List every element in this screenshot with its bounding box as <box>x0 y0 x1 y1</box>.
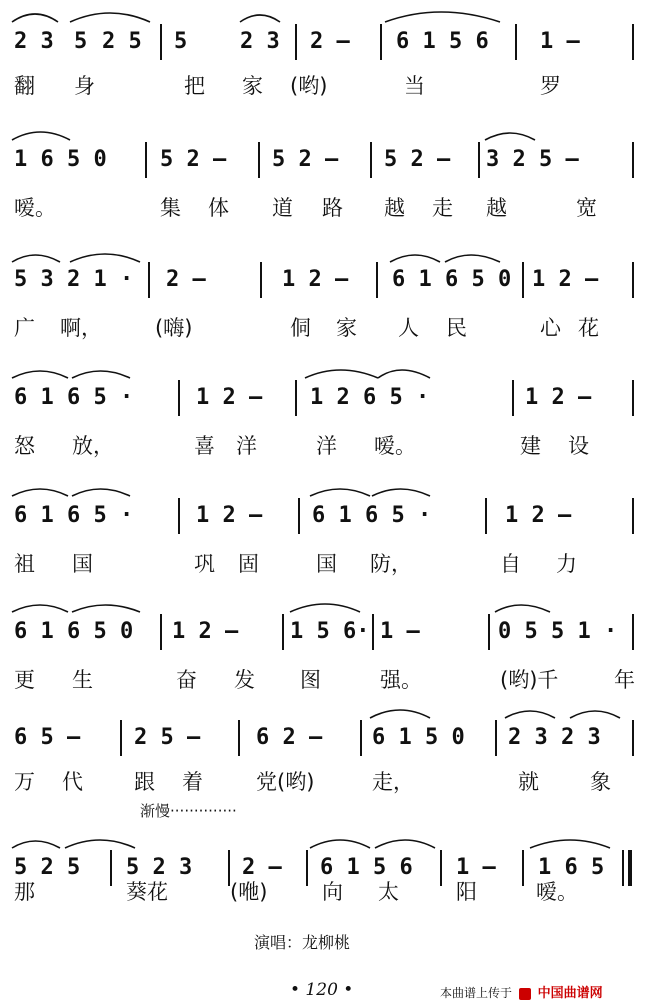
lyric: 嗳。 <box>536 880 578 904</box>
notes: 6 1 6 5 · <box>312 503 432 528</box>
barline <box>298 498 300 534</box>
notes: 2 – <box>310 29 350 54</box>
lyric: 着 <box>182 770 203 794</box>
lyric: 人 <box>398 316 419 340</box>
notes: 1 2 – <box>525 385 592 410</box>
lyric: 啊， <box>60 316 102 340</box>
notes: 2 – <box>166 267 206 292</box>
lyric: 象 <box>590 770 611 794</box>
barline <box>478 142 480 178</box>
notes: 2 3 <box>240 29 280 54</box>
lyric: 跟 <box>134 770 155 794</box>
lyric: 国 <box>72 552 93 576</box>
notes: 6 2 – <box>256 725 323 750</box>
lyric: 代 <box>62 770 83 794</box>
lyric: 翻 <box>14 74 35 98</box>
lyrics-line-4 <box>0 434 654 462</box>
lyric: 设 <box>568 434 589 458</box>
barline <box>376 262 378 298</box>
lyrics-line-7 <box>0 770 654 798</box>
lyric: 巩 <box>194 552 215 576</box>
notes: 1 6 5 <box>538 855 605 880</box>
lyric: 阳 <box>456 880 477 904</box>
lyric: 生 <box>72 668 93 692</box>
lyric: 走， <box>372 770 414 794</box>
lyric: 体 <box>208 196 229 220</box>
notes: 5 2 – <box>384 147 451 172</box>
lyric: 道 <box>272 196 293 220</box>
watermark-logo-icon <box>519 988 531 1000</box>
notes: 2 – <box>242 855 282 880</box>
lyric: 花 <box>578 316 599 340</box>
barline <box>632 720 634 756</box>
barline <box>178 498 180 534</box>
barline <box>370 142 372 178</box>
lyric: 宽 <box>576 196 597 220</box>
lyrics-line-6 <box>0 668 654 696</box>
notes: 5 2 – <box>272 147 339 172</box>
barline <box>238 720 240 756</box>
lyric: 就 <box>518 770 539 794</box>
lyric: 洋 <box>316 434 337 458</box>
barline <box>295 380 297 416</box>
barline <box>632 380 634 416</box>
watermark-site: 中国曲谱网 <box>537 986 603 1001</box>
lyric: 发 <box>234 668 255 692</box>
barline <box>632 498 634 534</box>
lyric: 防， <box>370 552 412 576</box>
notes: 1 – <box>380 619 420 644</box>
barline <box>360 720 362 756</box>
lyrics-line-8 <box>0 880 654 908</box>
notes: 1 5 6· <box>290 619 370 644</box>
lyric: 党(哟) <box>256 770 315 794</box>
lyrics-line-1 <box>0 74 654 102</box>
lyric: 强。 <box>380 668 422 692</box>
notes: 2 3 2 3 <box>508 725 601 750</box>
lyric: 万 <box>14 770 35 794</box>
lyric: 越 <box>486 196 507 220</box>
notes: 6 5 – <box>14 725 81 750</box>
barline <box>372 614 374 650</box>
notes: 5 2 3 <box>126 855 193 880</box>
barline <box>515 24 517 60</box>
notes: 6 1 5 6 <box>396 29 489 54</box>
lyric: 民 <box>446 316 467 340</box>
barline <box>145 142 147 178</box>
notes: 5 3 2 1 · <box>14 267 134 292</box>
notes: 5 2 – <box>160 147 227 172</box>
lyric: 家 <box>336 316 357 340</box>
barline <box>488 614 490 650</box>
barline <box>178 380 180 416</box>
notes: 1 – <box>456 855 496 880</box>
lyric: 家 <box>242 74 263 98</box>
lyric: 太 <box>378 880 399 904</box>
lyric: 路 <box>322 196 343 220</box>
lyric: 奋 <box>176 668 197 692</box>
lyric: (哟) <box>290 74 328 98</box>
notes: 6 1 6 5 · <box>14 503 134 528</box>
notes: 5 <box>74 29 88 54</box>
tempo-mark-text: 渐慢 <box>140 802 171 820</box>
tempo-mark <box>140 800 237 821</box>
lyric: 侗 <box>290 316 311 340</box>
barline <box>120 720 122 756</box>
notes: 6 1 5 6 <box>320 855 413 880</box>
lyric: 嗳。 <box>14 196 56 220</box>
notes: 2 3 <box>14 29 54 54</box>
lyric: (嗨) <box>155 316 193 340</box>
lyric: 图 <box>300 668 321 692</box>
lyric: 向 <box>322 880 343 904</box>
lyric: 更 <box>14 668 35 692</box>
barline <box>160 614 162 650</box>
barline <box>632 142 634 178</box>
notes: 0 5 5 1 · <box>498 619 618 644</box>
notes: 1 2 6 5 · <box>310 385 430 410</box>
tempo-dots: ·············· <box>170 802 237 820</box>
notes: 2 5 – <box>134 725 201 750</box>
notes: 1 6 5 0 <box>14 147 107 172</box>
lyric: 那 <box>14 880 35 904</box>
barline <box>258 142 260 178</box>
barline <box>632 614 634 650</box>
lyric: 放， <box>72 434 114 458</box>
page-number: • 120 • <box>290 980 354 1000</box>
barline <box>495 720 497 756</box>
lyric: 身 <box>74 74 95 98</box>
lyric: (哟)千 <box>500 668 559 692</box>
performer-credit: 演唱：龙柳桃 <box>254 933 351 952</box>
barline <box>632 24 634 60</box>
notes: 6 1 5 0 <box>372 725 465 750</box>
barline <box>632 262 634 298</box>
notes: 1 2 – <box>505 503 572 528</box>
barline <box>295 24 297 60</box>
lyric: 广 <box>14 316 35 340</box>
notes: 1 2 – <box>196 385 263 410</box>
watermark <box>440 982 603 1001</box>
barline <box>160 24 162 60</box>
lyric: 建 <box>520 434 541 458</box>
lyric: 心 <box>540 316 561 340</box>
barline <box>282 614 284 650</box>
notes: 1 2 – <box>532 267 599 292</box>
notes: 5 <box>174 29 188 54</box>
notes: 3 2 5 – <box>486 147 579 172</box>
lyric: 把 <box>184 74 205 98</box>
notes: 5 2 5 <box>14 855 81 880</box>
notes: 1 – <box>540 29 580 54</box>
notes: 1 2 – <box>282 267 349 292</box>
notes: 2 5 <box>102 29 142 54</box>
notes: 6 1 6 5 0 <box>14 619 134 644</box>
watermark-text: 本曲谱上传于 <box>440 986 513 1000</box>
lyric: 罗 <box>540 74 561 98</box>
lyric: 固 <box>238 552 259 576</box>
lyric: 年 <box>614 668 635 692</box>
lyric: 自 <box>500 552 521 576</box>
barline <box>485 498 487 534</box>
lyric: 当 <box>404 74 425 98</box>
lyric: 集 <box>160 196 181 220</box>
lyric: 走 <box>432 196 453 220</box>
lyric: 国 <box>316 552 337 576</box>
lyric: (咃) <box>230 880 268 904</box>
barline <box>260 262 262 298</box>
notes: 1 2 – <box>196 503 263 528</box>
lyric: 怒 <box>14 434 35 458</box>
lyric: 喜 <box>194 434 215 458</box>
barline <box>380 24 382 60</box>
notes: 6 1 6 5 0 <box>392 267 512 292</box>
barline <box>512 380 514 416</box>
lyric: 洋 <box>236 434 257 458</box>
lyric: 葵花 <box>126 880 168 904</box>
lyrics-line-3 <box>0 316 654 344</box>
lyric: 力 <box>556 552 577 576</box>
lyric: 祖 <box>14 552 35 576</box>
notes: 6 1 6 5 · <box>14 385 134 410</box>
notes: 1 2 – <box>172 619 239 644</box>
lyrics-line-2 <box>0 196 654 224</box>
lyric: 嗳。 <box>374 434 416 458</box>
lyrics-line-5 <box>0 552 654 580</box>
barline <box>522 262 524 298</box>
barline <box>148 262 150 298</box>
lyric: 越 <box>384 196 405 220</box>
